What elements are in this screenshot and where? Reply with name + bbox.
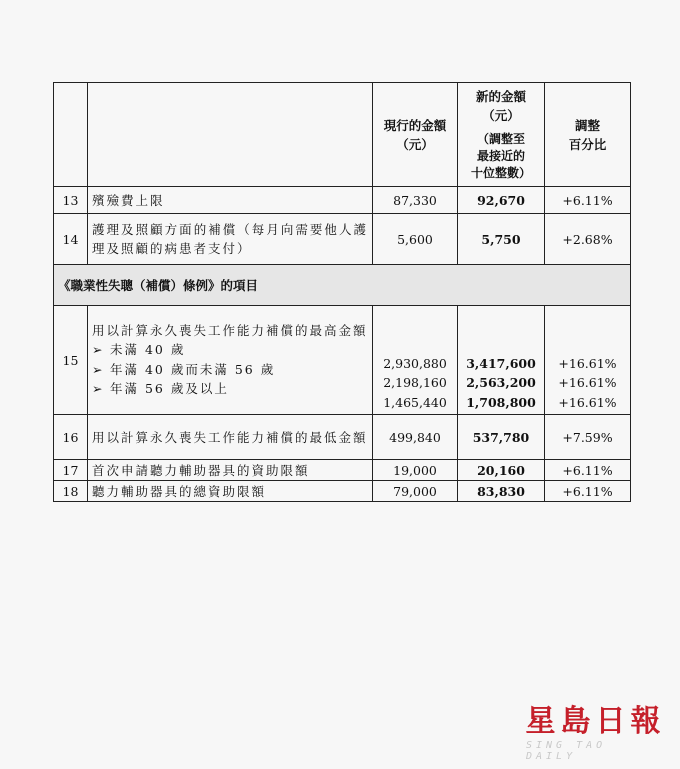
table-header-row [54,83,631,187]
bracket-percentage: +16.61% [558,375,617,390]
bracket-current-amount: 2,930,880 [383,355,447,371]
age-bracket-label: 年滿 40 歲而未滿 56 歲 [110,361,276,377]
row-item: 聽力輔助器具的總資助限額 [88,481,373,502]
logo-subtitle: SING TAO DAILY [526,740,607,762]
row-current-amount [373,306,458,415]
header-percentage [545,83,631,187]
age-bracket-list [92,340,368,399]
table-row [54,481,631,502]
row-number: 14 [54,214,88,265]
table-row [54,187,631,214]
bracket-current-amount: 2,198,160 [383,375,447,390]
logo-char: 星 [525,703,556,739]
header-current-line1: 現行的金額 [383,117,447,133]
row-number: 15 [54,306,88,415]
row-item: 護理及照顧方面的補償（每月向需要他人護理及照顧的病患者支付） [88,214,373,265]
row-percentage: +6.11% [545,460,631,481]
header-new-line1: 新的金額 [475,89,526,104]
header-current-amount [373,83,458,187]
row-new-amount: 20,160 [458,460,545,481]
row-current-amount: 5,600 [373,214,458,265]
section-heading-row [54,265,631,306]
arrow-bullet-icon: ➢ [92,381,103,397]
row-number: 13 [54,187,88,214]
row-item: 用以計算永久喪失工作能力補償的最低金額 [88,415,373,460]
header-new-note-line3: 十位整數） [470,166,531,180]
row-current-amount: 87,330 [373,187,458,214]
arrow-bullet-icon: ➢ [92,361,103,377]
header-new-note-line1: （調整至 [476,132,525,146]
age-bracket-label: 年滿 56 歲及以上 [110,381,229,397]
bracket-new-amount: 3,417,600 [466,355,536,371]
logo-char: 島 [560,703,591,739]
row-item: 首次申請聽力輔助器具的資助限額 [88,460,373,481]
table-row [54,214,631,265]
row-current-amount: 499,840 [373,415,458,460]
row-item [88,306,373,415]
table-row [54,460,631,481]
header-pct-line1: 調整 [574,117,600,133]
header-new-note [462,131,540,182]
bracket-percentage: +16.61% [558,394,617,410]
header-num-cell [54,83,88,187]
row-new-amount [458,306,545,415]
row-percentage: +6.11% [545,187,631,214]
row-percentage [545,306,631,415]
header-new-amount [458,83,545,187]
bracket-percentage: +16.61% [558,355,617,371]
logo-wordmark [524,705,664,738]
row-number: 16 [54,415,88,460]
logo-char: 報 [630,703,661,739]
age-bracket-item [92,360,368,380]
compensation-table [53,82,631,502]
row-item: 殯殮費上限 [88,187,373,214]
row-number: 18 [54,481,88,502]
row-new-amount: 83,830 [458,481,545,502]
section-heading: 《職業性失聰（補償）條例》的項目 [54,265,631,306]
row-current-amount: 79,000 [373,481,458,502]
row-item-title: 用以計算永久喪失工作能力補償的最高金額 [92,323,368,339]
row-new-amount: 92,670 [458,187,545,214]
bracket-new-amount: 2,563,200 [466,375,536,390]
row-current-amount: 19,000 [373,460,458,481]
logo-char: 日 [595,703,626,739]
header-item-cell [88,83,373,187]
row-number: 17 [54,460,88,481]
header-new-note-line2: 最接近的 [476,149,525,163]
arrow-bullet-icon: ➢ [92,342,103,358]
row-new-amount: 5,750 [458,214,545,265]
sing-tao-daily-logo [524,703,664,762]
age-bracket-item [92,340,368,360]
bracket-current-amount: 1,465,440 [383,394,447,410]
header-current-line2: （元） [396,136,434,152]
row-percentage: +6.11% [545,481,631,502]
age-bracket-label: 未滿 40 歲 [110,342,186,358]
header-new-line2: （元） [482,108,520,123]
row-percentage: +2.68% [545,214,631,265]
row-percentage: +7.59% [545,415,631,460]
bracket-new-amount: 1,708,800 [466,394,536,410]
row-new-amount: 537,780 [458,415,545,460]
table-row [54,306,631,415]
age-bracket-item [92,379,368,399]
table-row [54,415,631,460]
header-pct-line2: 百分比 [568,136,607,152]
